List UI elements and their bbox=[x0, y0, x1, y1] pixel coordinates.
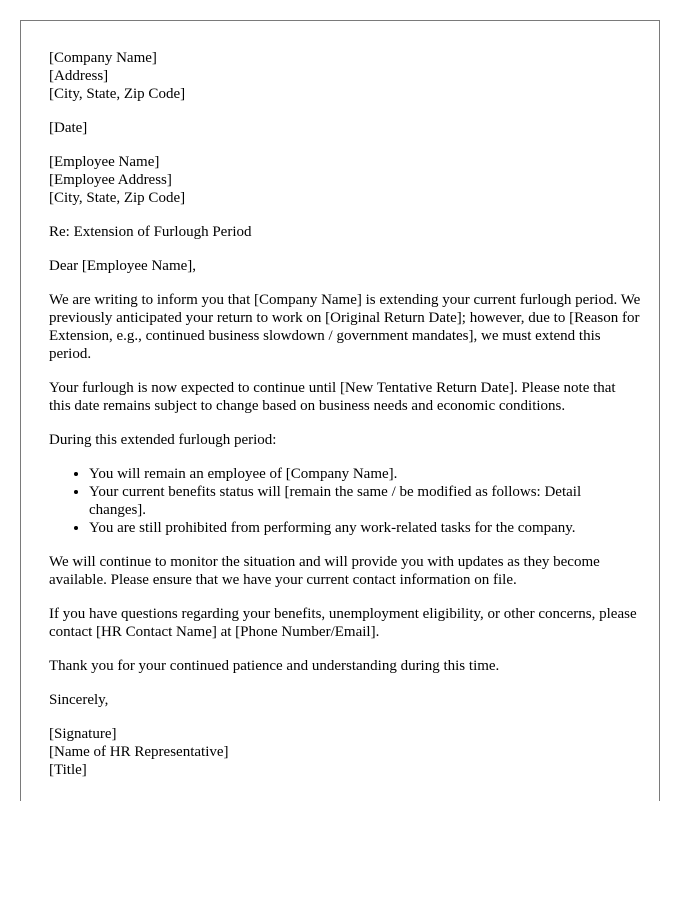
sender-company-name: [Company Name] bbox=[49, 50, 157, 66]
body-paragraph-5: If you have questions regarding your benefits, unemployment eligibility, or other concerns, please contact [HR Contact Name] at [Phone Number/Email]. bbox=[49, 606, 637, 640]
closing: Sincerely, bbox=[49, 692, 109, 708]
body-paragraph-1: We are writing to inform you that [Company Name] is extending your current furlough period. We previously anticipated your return to work on [Original Return Date]; however, due to [Reason for Extension, e.g., continued business slowdown / government mandates], we must extend this period. bbox=[49, 292, 641, 362]
letter-date: [Date] bbox=[49, 120, 88, 136]
recipient-city-state-zip: [City, State, Zip Code] bbox=[49, 190, 186, 206]
date-block bbox=[49, 119, 641, 137]
recipient-address-block bbox=[49, 153, 641, 207]
signature-block bbox=[49, 725, 641, 779]
sender-address-block bbox=[49, 49, 641, 103]
sender-address: [Address] bbox=[49, 68, 109, 84]
signature-placeholder: [Signature] bbox=[49, 726, 117, 742]
conditions-list bbox=[49, 465, 641, 537]
signatory-title: [Title] bbox=[49, 762, 87, 778]
letter-content bbox=[49, 49, 641, 795]
salutation: Dear [Employee Name], bbox=[49, 258, 197, 274]
list-item: • You will remain an employee of [Company Name]. bbox=[89, 465, 641, 483]
list-item: • Your current benefits status will [remain the same / be modified as follows: Detail changes]. bbox=[89, 483, 641, 519]
sender-city-state-zip: [City, State, Zip Code] bbox=[49, 86, 186, 102]
body-paragraph-3: During this extended furlough period: bbox=[49, 432, 277, 448]
subject-line: Re: Extension of Furlough Period bbox=[49, 224, 252, 240]
signatory-name: [Name of HR Representative] bbox=[49, 744, 229, 760]
list-item: • You are still prohibited from performing any work-related tasks for the company. bbox=[89, 519, 641, 537]
letter-page bbox=[20, 20, 660, 801]
recipient-name: [Employee Name] bbox=[49, 154, 160, 170]
body-paragraph-4: We will continue to monitor the situation and will provide you with updates as they become available. Please ensure that we have your current contact information on file. bbox=[49, 554, 600, 588]
recipient-address: [Employee Address] bbox=[49, 172, 172, 188]
body-paragraph-2: Your furlough is now expected to continue until [New Tentative Return Date]. Please note that this date remains subject to change based on business needs and economic conditions. bbox=[49, 380, 616, 414]
body-paragraph-6: Thank you for your continued patience and understanding during this time. bbox=[49, 658, 500, 674]
